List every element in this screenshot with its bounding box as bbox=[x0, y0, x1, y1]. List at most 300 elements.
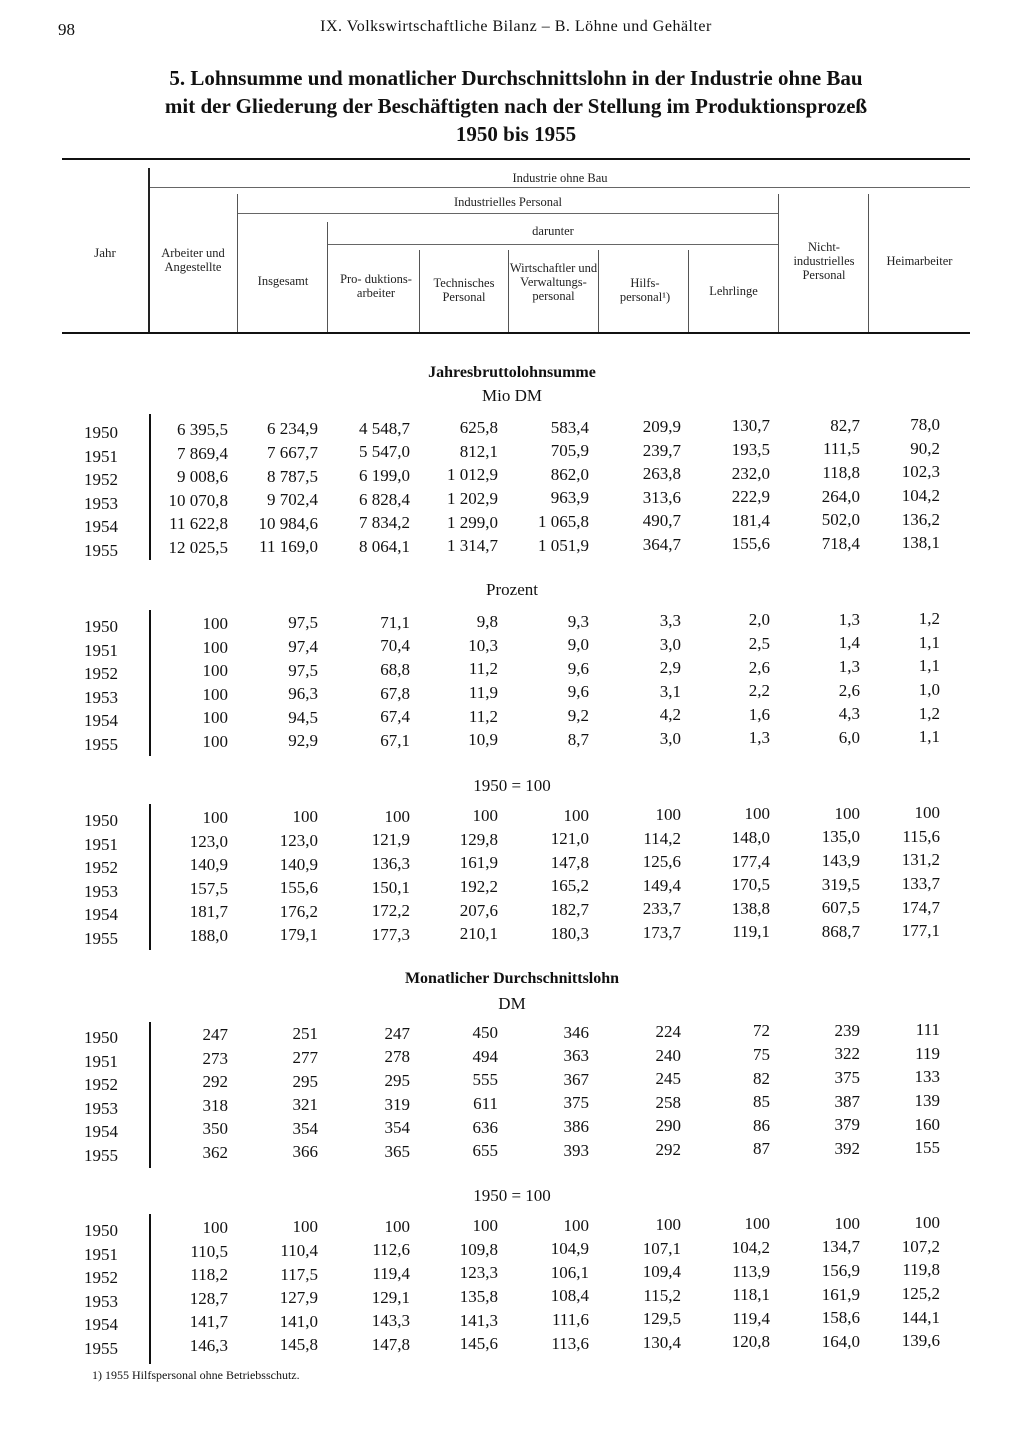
value-cell: 156,9 bbox=[821, 1261, 860, 1280]
value-cell: 350 bbox=[202, 1119, 228, 1139]
rule-industrielles bbox=[238, 213, 778, 214]
value-cell: 125,6 bbox=[642, 852, 681, 872]
header-darunter: darunter bbox=[532, 224, 574, 238]
value-cell: 319,5 bbox=[821, 874, 860, 894]
value-cell: 100 bbox=[563, 1215, 589, 1235]
value-cell: 130,4 bbox=[642, 1333, 681, 1352]
value-cell: 188,0 bbox=[189, 926, 228, 945]
value-cell: 3,0 bbox=[659, 729, 681, 748]
value-cell: 292 bbox=[202, 1072, 228, 1092]
table-row bbox=[0, 533, 1024, 562]
value-cell: 1 299,0 bbox=[447, 512, 498, 532]
table-row bbox=[0, 1331, 1024, 1360]
value-cell: 129,1 bbox=[371, 1287, 410, 1307]
value-cell: 247 bbox=[384, 1023, 410, 1043]
value-cell: 2,0 bbox=[748, 610, 770, 630]
year-cell: 1950 bbox=[84, 423, 118, 442]
value-cell: 386 bbox=[563, 1117, 589, 1136]
value-cell: 1,6 bbox=[748, 704, 770, 724]
value-cell: 149,4 bbox=[642, 875, 681, 895]
title-line-1: 5. Lohnsumme und monatlicher Durchschnittslohn in der Industrie ohne Bau bbox=[169, 66, 863, 90]
header-produktionsarbeiter: Pro- duktions- arbeiter bbox=[340, 272, 412, 300]
header-technisches-personal: Technisches Personal bbox=[433, 276, 495, 304]
year-cell: 1951 bbox=[84, 1244, 118, 1264]
value-cell: 292 bbox=[655, 1140, 681, 1159]
value-cell: 9,8 bbox=[476, 612, 498, 632]
vline-insgesamt bbox=[327, 222, 328, 332]
value-cell: 209,9 bbox=[642, 417, 681, 436]
value-cell: 129,8 bbox=[459, 829, 498, 849]
value-cell: 1,2 bbox=[918, 703, 940, 723]
year-cell: 1954 bbox=[84, 1122, 118, 1142]
value-cell: 100 bbox=[384, 806, 410, 826]
footnote bbox=[92, 1368, 300, 1383]
value-cell: 354 bbox=[292, 1118, 318, 1138]
value-cell: 145,6 bbox=[459, 1334, 498, 1354]
year-cell: 1955 bbox=[84, 1339, 118, 1358]
year-cell: 1952 bbox=[84, 1075, 118, 1095]
value-cell: 174,7 bbox=[901, 897, 940, 917]
value-cell: 104,9 bbox=[550, 1239, 589, 1259]
section-unit-mio-dm: Mio DM bbox=[482, 386, 542, 405]
value-cell: 346 bbox=[563, 1022, 589, 1042]
value-cell: 118,8 bbox=[822, 463, 860, 482]
value-cell: 131,2 bbox=[901, 850, 940, 870]
value-cell: 100 bbox=[202, 684, 228, 704]
year-cell: 1953 bbox=[84, 881, 118, 901]
value-cell: 5 547,0 bbox=[359, 442, 410, 462]
value-cell: 379 bbox=[834, 1115, 860, 1135]
value-cell: 295 bbox=[292, 1071, 318, 1091]
header-top-rule bbox=[62, 158, 970, 160]
value-cell: 868,7 bbox=[821, 921, 860, 941]
vline-arbeiter bbox=[237, 194, 238, 332]
value-cell: 100 bbox=[744, 804, 770, 824]
value-cell: 1 065,8 bbox=[538, 512, 589, 531]
year-cell: 1955 bbox=[84, 929, 118, 948]
value-cell: 177,3 bbox=[371, 924, 410, 944]
value-cell: 75 bbox=[753, 1045, 770, 1064]
value-cell: 133,7 bbox=[901, 874, 940, 893]
year-cell: 1955 bbox=[84, 541, 118, 560]
page-number: 98 bbox=[58, 20, 75, 39]
header-industrie-ohne-bau: Industrie ohne Bau bbox=[512, 171, 608, 185]
value-cell: 611 bbox=[473, 1094, 498, 1113]
value-cell: 138,1 bbox=[901, 533, 940, 553]
value-cell: 8 787,5 bbox=[267, 466, 318, 486]
value-cell: 387 bbox=[834, 1091, 860, 1111]
header-lehrlinge: Lehrlinge bbox=[709, 284, 758, 298]
value-cell: 1 012,9 bbox=[447, 465, 498, 485]
value-cell: 100 bbox=[655, 805, 681, 824]
year-cell: 1950 bbox=[84, 617, 118, 636]
value-cell: 100 bbox=[384, 1216, 410, 1236]
value-cell: 273 bbox=[202, 1048, 228, 1068]
value-cell: 9,3 bbox=[567, 611, 589, 631]
value-cell: 155,6 bbox=[279, 878, 318, 898]
value-cell: 141,0 bbox=[279, 1311, 318, 1331]
value-cell: 322 bbox=[834, 1044, 860, 1064]
value-cell: 2,6 bbox=[838, 680, 860, 700]
value-cell: 354 bbox=[384, 1118, 410, 1138]
title-line-2: mit der Gliederung der Beschäftigten nach der Stellung im Produktionsprozeß bbox=[164, 94, 868, 118]
value-cell: 100 bbox=[202, 732, 228, 751]
value-cell: 176,2 bbox=[279, 901, 318, 921]
value-cell: 135,8 bbox=[459, 1287, 498, 1306]
value-cell: 96,3 bbox=[288, 684, 318, 704]
value-cell: 1,1 bbox=[918, 727, 940, 747]
value-cell: 123,0 bbox=[189, 831, 228, 851]
value-cell: 224 bbox=[655, 1022, 681, 1041]
value-cell: 11 622,8 bbox=[169, 514, 228, 534]
value-cell: 140,9 bbox=[279, 854, 318, 874]
year-cell: 1952 bbox=[84, 1268, 118, 1288]
value-cell: 179,1 bbox=[279, 925, 318, 945]
value-cell: 100 bbox=[202, 637, 228, 657]
value-cell: 1,2 bbox=[918, 609, 940, 629]
value-cell: 157,5 bbox=[189, 878, 228, 898]
value-cell: 140,9 bbox=[189, 855, 228, 875]
value-cell: 1,0 bbox=[918, 680, 940, 699]
value-cell: 295 bbox=[384, 1071, 410, 1090]
value-cell: 143,9 bbox=[821, 851, 860, 870]
value-cell: 100 bbox=[563, 805, 589, 825]
value-cell: 12 025,5 bbox=[168, 538, 228, 557]
title-line-3: 1950 bis 1955 bbox=[455, 122, 577, 146]
value-cell: 4,2 bbox=[659, 705, 681, 725]
value-cell: 161,9 bbox=[821, 1284, 860, 1304]
value-cell: 1,1 bbox=[918, 656, 940, 676]
value-cell: 119 bbox=[915, 1043, 940, 1063]
value-cell: 146,3 bbox=[189, 1336, 228, 1355]
value-cell: 107,2 bbox=[901, 1236, 940, 1256]
value-cell: 113,6 bbox=[551, 1333, 589, 1353]
year-cell: 1952 bbox=[84, 858, 118, 878]
value-cell: 11,9 bbox=[468, 683, 498, 702]
year-cell: 1951 bbox=[84, 1051, 118, 1071]
value-cell: 119,1 bbox=[732, 922, 770, 942]
value-cell: 3,1 bbox=[659, 681, 681, 701]
value-cell: 100 bbox=[834, 1213, 860, 1233]
value-cell: 100 bbox=[914, 803, 940, 823]
value-cell: 11,2 bbox=[468, 659, 498, 679]
table-title bbox=[60, 64, 972, 148]
table-row bbox=[0, 1138, 1024, 1167]
value-cell: 862,0 bbox=[550, 464, 589, 484]
value-cell: 6 199,0 bbox=[359, 466, 410, 485]
value-cell: 100 bbox=[655, 1215, 681, 1234]
value-cell: 2,6 bbox=[748, 657, 770, 677]
value-cell: 1,3 bbox=[838, 609, 860, 629]
value-cell: 161,9 bbox=[459, 853, 498, 873]
value-cell: 210,1 bbox=[459, 924, 498, 944]
value-cell: 114,2 bbox=[643, 828, 681, 848]
year-cell: 1952 bbox=[84, 470, 118, 490]
value-cell: 177,4 bbox=[731, 851, 770, 871]
value-cell: 139 bbox=[914, 1091, 940, 1110]
value-cell: 100 bbox=[202, 808, 228, 827]
value-cell: 111,6 bbox=[552, 1310, 589, 1329]
value-cell: 490,7 bbox=[642, 511, 681, 531]
value-cell: 165,2 bbox=[550, 876, 589, 896]
value-cell: 193,5 bbox=[731, 440, 770, 459]
section-index-a: 1950 = 100 bbox=[473, 776, 551, 795]
value-cell: 67,8 bbox=[380, 683, 410, 703]
value-cell: 6 828,4 bbox=[359, 489, 410, 509]
value-cell: 1,1 bbox=[918, 632, 940, 652]
value-cell: 11,2 bbox=[468, 706, 498, 726]
value-cell: 119,4 bbox=[372, 1264, 410, 1283]
value-cell: 8,7 bbox=[567, 729, 589, 749]
value-cell: 100 bbox=[202, 708, 228, 728]
value-cell: 319 bbox=[384, 1094, 410, 1114]
value-cell: 1,3 bbox=[748, 728, 770, 748]
value-cell: 502,0 bbox=[821, 510, 860, 530]
header-insgesamt: Insgesamt bbox=[257, 274, 309, 288]
value-cell: 7 869,4 bbox=[177, 443, 228, 463]
footnote-text: 1955 Hilfspersonal ohne Betriebsschutz. bbox=[105, 1368, 300, 1382]
year-cell: 1953 bbox=[84, 1291, 118, 1311]
value-cell: 100 bbox=[744, 1214, 770, 1234]
value-cell: 100 bbox=[202, 1218, 228, 1237]
value-cell: 141,3 bbox=[459, 1310, 498, 1330]
rule-industrie bbox=[150, 187, 970, 188]
value-cell: 164,0 bbox=[821, 1331, 860, 1351]
value-cell: 1 051,9 bbox=[538, 535, 589, 555]
value-cell: 11 169,0 bbox=[259, 537, 318, 557]
value-cell: 100 bbox=[914, 1213, 940, 1233]
value-cell: 100 bbox=[472, 1216, 498, 1236]
value-cell: 180,3 bbox=[550, 923, 589, 943]
value-cell: 636 bbox=[472, 1117, 498, 1137]
value-cell: 392 bbox=[834, 1138, 860, 1158]
value-cell: 109,4 bbox=[642, 1262, 681, 1282]
value-cell: 82,7 bbox=[830, 415, 860, 435]
value-cell: 71,1 bbox=[380, 612, 410, 632]
value-cell: 155,6 bbox=[731, 534, 770, 554]
value-cell: 192,2 bbox=[459, 877, 498, 896]
value-cell: 133 bbox=[914, 1067, 940, 1087]
value-cell: 245 bbox=[655, 1069, 681, 1089]
value-cell: 318 bbox=[202, 1095, 228, 1115]
value-cell: 9 008,6 bbox=[177, 467, 228, 487]
value-cell: 367 bbox=[563, 1069, 589, 1089]
value-cell: 100 bbox=[292, 807, 318, 827]
value-cell: 4,3 bbox=[838, 704, 860, 724]
value-cell: 109,8 bbox=[459, 1239, 498, 1259]
header-heimarbeiter: Heimarbeiter bbox=[886, 254, 953, 268]
value-cell: 321 bbox=[292, 1095, 318, 1115]
value-cell: 362 bbox=[202, 1143, 228, 1162]
value-cell: 107,1 bbox=[642, 1238, 681, 1258]
year-cell: 1954 bbox=[84, 517, 118, 537]
value-cell: 9,2 bbox=[567, 706, 589, 725]
value-cell: 9,6 bbox=[567, 658, 589, 678]
year-cell: 1955 bbox=[84, 1146, 118, 1165]
value-cell: 4 548,7 bbox=[359, 418, 410, 438]
value-cell: 10 984,6 bbox=[258, 513, 318, 533]
year-cell: 1953 bbox=[84, 687, 118, 707]
value-cell: 222,9 bbox=[731, 487, 770, 507]
value-cell: 113,9 bbox=[732, 1261, 770, 1281]
value-cell: 9,0 bbox=[567, 635, 589, 655]
header-jahr: Jahr bbox=[94, 245, 116, 260]
value-cell: 97,5 bbox=[288, 660, 318, 680]
value-cell: 313,6 bbox=[642, 487, 681, 507]
value-cell: 148,0 bbox=[731, 828, 770, 847]
header-nichtindustrielles: Nicht- industrielles Personal bbox=[793, 240, 855, 282]
footnote-mark: 1) bbox=[92, 1368, 102, 1382]
value-cell: 100 bbox=[472, 806, 498, 826]
value-cell: 68,8 bbox=[380, 660, 410, 679]
year-cell: 1951 bbox=[84, 834, 118, 854]
value-cell: 247 bbox=[202, 1025, 228, 1044]
value-cell: 121,0 bbox=[550, 829, 589, 849]
value-cell: 67,4 bbox=[380, 707, 410, 727]
header-industrielles-personal: Industrielles Personal bbox=[454, 195, 562, 209]
value-cell: 160 bbox=[914, 1114, 940, 1134]
value-cell: 583,4 bbox=[550, 417, 589, 437]
value-cell: 123,3 bbox=[459, 1263, 498, 1283]
year-cell: 1954 bbox=[84, 905, 118, 925]
value-cell: 264,0 bbox=[821, 486, 860, 506]
section-jahresbruttolohnsumme: Jahresbruttolohnsumme bbox=[428, 364, 596, 381]
year-cell: 1950 bbox=[84, 811, 118, 830]
value-cell: 145,8 bbox=[279, 1335, 318, 1355]
year-cell: 1951 bbox=[84, 640, 118, 660]
value-cell: 136,2 bbox=[901, 509, 940, 529]
running-head: IX. Volkswirtschaftliche Bilanz – B. Löhne und Gehälter bbox=[320, 18, 712, 35]
header-wirtschaftler: Wirtschaftler und Verwaltungs- personal bbox=[509, 261, 598, 303]
value-cell: 111,5 bbox=[823, 439, 860, 459]
value-cell: 290 bbox=[655, 1116, 681, 1136]
value-cell: 134,7 bbox=[821, 1237, 860, 1257]
value-cell: 1 314,7 bbox=[447, 536, 498, 556]
value-cell: 130,7 bbox=[731, 416, 770, 436]
value-cell: 170,5 bbox=[731, 875, 770, 895]
value-cell: 125,2 bbox=[901, 1284, 940, 1303]
value-cell: 1 202,9 bbox=[447, 489, 498, 508]
value-cell: 607,5 bbox=[821, 898, 860, 918]
value-cell: 7 834,2 bbox=[359, 513, 410, 533]
value-cell: 6 395,5 bbox=[177, 420, 228, 439]
value-cell: 155 bbox=[914, 1138, 940, 1158]
value-cell: 106,1 bbox=[550, 1262, 589, 1282]
value-cell: 365 bbox=[384, 1141, 410, 1161]
value-cell: 129,5 bbox=[642, 1309, 681, 1329]
year-cell: 1954 bbox=[84, 711, 118, 731]
value-cell: 118,2 bbox=[190, 1265, 228, 1285]
value-cell: 100 bbox=[834, 803, 860, 823]
rule-darunter bbox=[328, 244, 778, 245]
value-cell: 655 bbox=[472, 1141, 498, 1161]
year-cell: 1952 bbox=[84, 664, 118, 684]
year-cell: 1950 bbox=[84, 1028, 118, 1047]
value-cell: 119,8 bbox=[902, 1260, 940, 1280]
value-cell: 1,4 bbox=[838, 633, 860, 653]
value-cell: 139,6 bbox=[901, 1331, 940, 1351]
value-cell: 147,8 bbox=[550, 852, 589, 872]
value-cell: 239,7 bbox=[642, 440, 681, 460]
value-cell: 147,8 bbox=[371, 1334, 410, 1354]
value-cell: 82 bbox=[753, 1068, 770, 1088]
year-cell: 1951 bbox=[84, 446, 118, 466]
value-cell: 6 234,9 bbox=[267, 419, 318, 439]
value-cell: 1,3 bbox=[838, 657, 860, 676]
value-cell: 258 bbox=[655, 1092, 681, 1112]
value-cell: 363 bbox=[563, 1046, 589, 1066]
header-bottom-rule bbox=[62, 332, 970, 334]
value-cell: 812,1 bbox=[459, 441, 498, 461]
value-cell: 263,8 bbox=[642, 464, 681, 484]
value-cell: 102,3 bbox=[901, 462, 940, 482]
value-cell: 366 bbox=[292, 1142, 318, 1162]
value-cell: 182,7 bbox=[550, 900, 589, 919]
value-cell: 718,4 bbox=[821, 533, 860, 553]
value-cell: 233,7 bbox=[642, 899, 681, 919]
value-cell: 104,2 bbox=[901, 486, 940, 505]
value-cell: 97,5 bbox=[288, 613, 318, 633]
value-cell: 9,6 bbox=[567, 682, 589, 702]
value-cell: 72 bbox=[753, 1021, 770, 1041]
value-cell: 232,0 bbox=[731, 463, 770, 483]
section-monatlicher-durchschnittslohn: Monatlicher Durchschnittslohn bbox=[404, 970, 620, 987]
value-cell: 375 bbox=[834, 1068, 860, 1087]
value-cell: 87 bbox=[753, 1139, 770, 1159]
value-cell: 110,5 bbox=[190, 1241, 228, 1261]
value-cell: 172,2 bbox=[371, 901, 410, 921]
value-cell: 100 bbox=[292, 1217, 318, 1237]
value-cell: 555 bbox=[472, 1070, 498, 1090]
header-hilfspersonal: Hilfs- personal¹) bbox=[619, 276, 671, 304]
table-row bbox=[0, 921, 1024, 950]
value-cell: 8 064,1 bbox=[359, 536, 410, 556]
value-cell: 110,4 bbox=[280, 1241, 318, 1260]
value-cell: 100 bbox=[202, 614, 228, 633]
value-cell: 85 bbox=[753, 1092, 770, 1112]
value-cell: 121,9 bbox=[371, 830, 410, 850]
value-cell: 144,1 bbox=[901, 1307, 940, 1327]
value-cell: 70,4 bbox=[380, 636, 410, 656]
value-cell: 494 bbox=[472, 1046, 498, 1066]
section-prozent: Prozent bbox=[486, 580, 538, 599]
value-cell: 6,0 bbox=[838, 727, 860, 747]
table-row bbox=[0, 727, 1024, 756]
value-cell: 92,9 bbox=[288, 731, 318, 751]
value-cell: 625,8 bbox=[459, 418, 498, 438]
value-cell: 128,7 bbox=[189, 1288, 228, 1308]
value-cell: 173,7 bbox=[642, 923, 681, 942]
value-cell: 97,4 bbox=[288, 637, 318, 656]
value-cell: 150,1 bbox=[371, 877, 410, 897]
year-cell: 1954 bbox=[84, 1315, 118, 1335]
value-cell: 207,6 bbox=[459, 900, 498, 920]
value-cell: 118,1 bbox=[732, 1285, 770, 1305]
section-unit-dm: DM bbox=[498, 994, 526, 1013]
value-cell: 2,5 bbox=[748, 634, 770, 653]
value-cell: 7 667,7 bbox=[267, 443, 318, 462]
vline-wirtschaftler bbox=[598, 250, 599, 332]
value-cell: 123,0 bbox=[279, 831, 318, 850]
value-cell: 181,4 bbox=[731, 510, 770, 530]
value-cell: 251 bbox=[292, 1024, 318, 1044]
value-cell: 158,6 bbox=[821, 1308, 860, 1328]
year-cell: 1953 bbox=[84, 493, 118, 513]
value-cell: 10,3 bbox=[468, 635, 498, 655]
year-cell: 1950 bbox=[84, 1221, 118, 1240]
value-cell: 364,7 bbox=[642, 535, 681, 554]
value-cell: 100 bbox=[202, 661, 228, 681]
